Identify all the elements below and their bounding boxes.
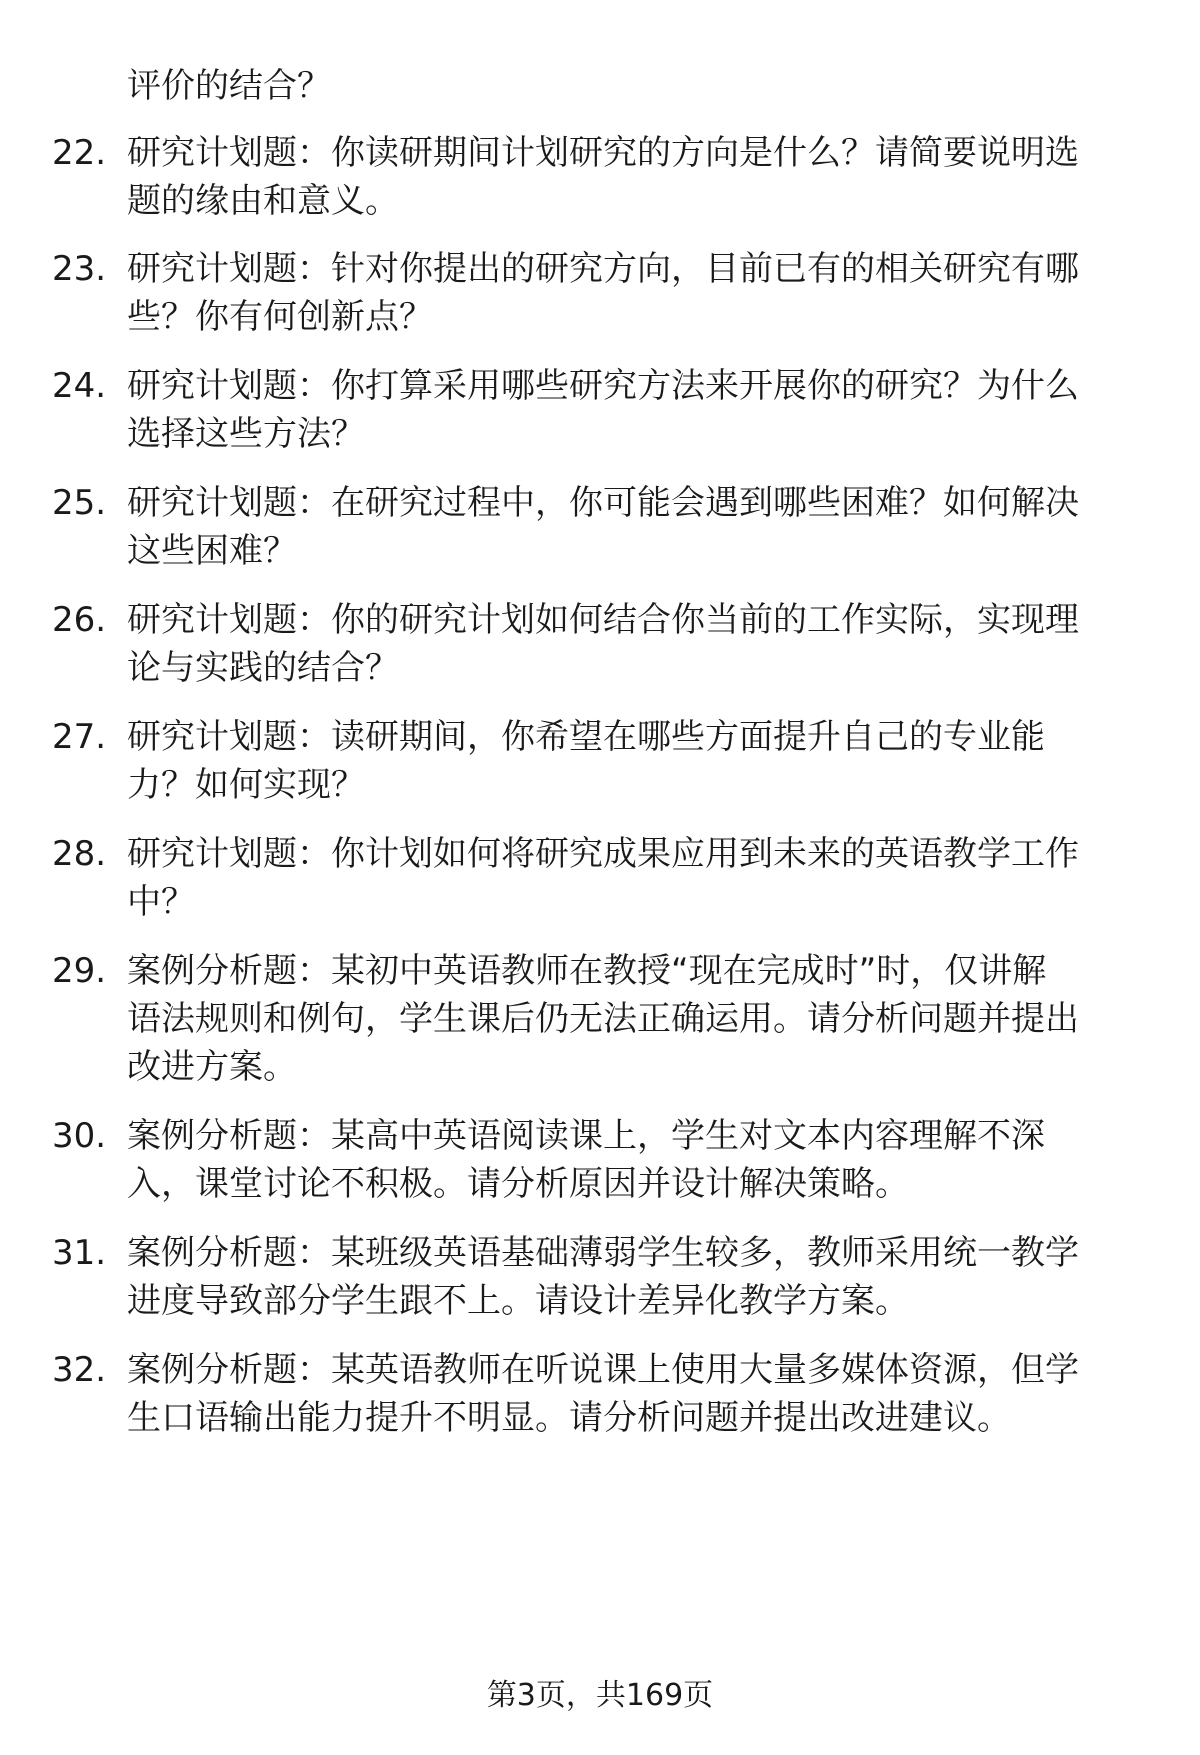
question-text-line: 入，课堂讨论不积极。请分析原因并设计解决策略。 — [127, 1164, 909, 1204]
page-footer: 第3页，共169页 — [486, 1678, 714, 1713]
question-text-line: 语法规则和例句，学生课后仍无法正确运用。请分析问题并提出 — [127, 999, 1079, 1039]
continuation-line: 评价的结合？ — [127, 66, 331, 106]
question-number: 32. — [52, 1350, 107, 1390]
question-text-line: 案例分析题：某高中英语阅读课上，学生对文本内容理解不深 — [127, 1116, 1045, 1156]
question-number: 24. — [52, 366, 107, 406]
question-text-line: 研究计划题：你打算采用哪些研究方法来开展你的研究？为什么 — [127, 366, 1079, 406]
question-number: 23. — [52, 249, 107, 289]
question-text-line: 些？你有何创新点？ — [127, 297, 433, 337]
question-text-line: 选择这些方法？ — [127, 414, 365, 454]
question-text-line: 研究计划题：读研期间，你希望在哪些方面提升自己的专业能 — [127, 717, 1045, 757]
question-number: 28. — [52, 834, 107, 874]
question-text-line: 这些困难？ — [127, 531, 297, 571]
question-text-line: 进度导致部分学生跟不上。请设计差异化教学方案。 — [127, 1281, 909, 1321]
question-text-line: 案例分析题：某英语教师在听说课上使用大量多媒体资源，但学 — [127, 1350, 1079, 1390]
question-number: 26. — [52, 600, 107, 640]
question-text-line: 力？如何实现？ — [127, 765, 365, 805]
question-number: 30. — [52, 1116, 107, 1156]
question-text-line: 中？ — [127, 882, 195, 922]
question-text-line: 改进方案。 — [127, 1047, 297, 1087]
question-number: 22. — [52, 133, 107, 173]
question-text-line: 生口语输出能力提升不明显。请分析问题并提出改进建议。 — [127, 1398, 1011, 1438]
question-text-line: 案例分析题：某班级英语基础薄弱学生较多，教师采用统一教学 — [127, 1233, 1079, 1273]
question-number: 29. — [52, 951, 107, 991]
question-text-line: 研究计划题：你读研期间计划研究的方向是什么？请简要说明选 — [127, 133, 1079, 173]
question-text-line: 论与实践的结合？ — [127, 648, 399, 688]
question-number: 27. — [52, 717, 107, 757]
question-number: 25. — [52, 483, 107, 523]
question-text-line: 研究计划题：在研究过程中，你可能会遇到哪些困难？如何解决 — [127, 483, 1079, 523]
question-text-line: 研究计划题：针对你提出的研究方向，目前已有的相关研究有哪 — [127, 249, 1079, 289]
question-number: 31. — [52, 1233, 107, 1273]
question-text-line: 研究计划题：你计划如何将研究成果应用到未来的英语教学工作 — [127, 834, 1079, 874]
question-text-line: 研究计划题：你的研究计划如何结合你当前的工作实际，实现理 — [127, 600, 1079, 640]
question-text-line: 题的缘由和意义。 — [127, 181, 399, 221]
question-text-line: 案例分析题：某初中英语教师在教授“现在完成时”时，仅讲解 — [127, 951, 1047, 991]
